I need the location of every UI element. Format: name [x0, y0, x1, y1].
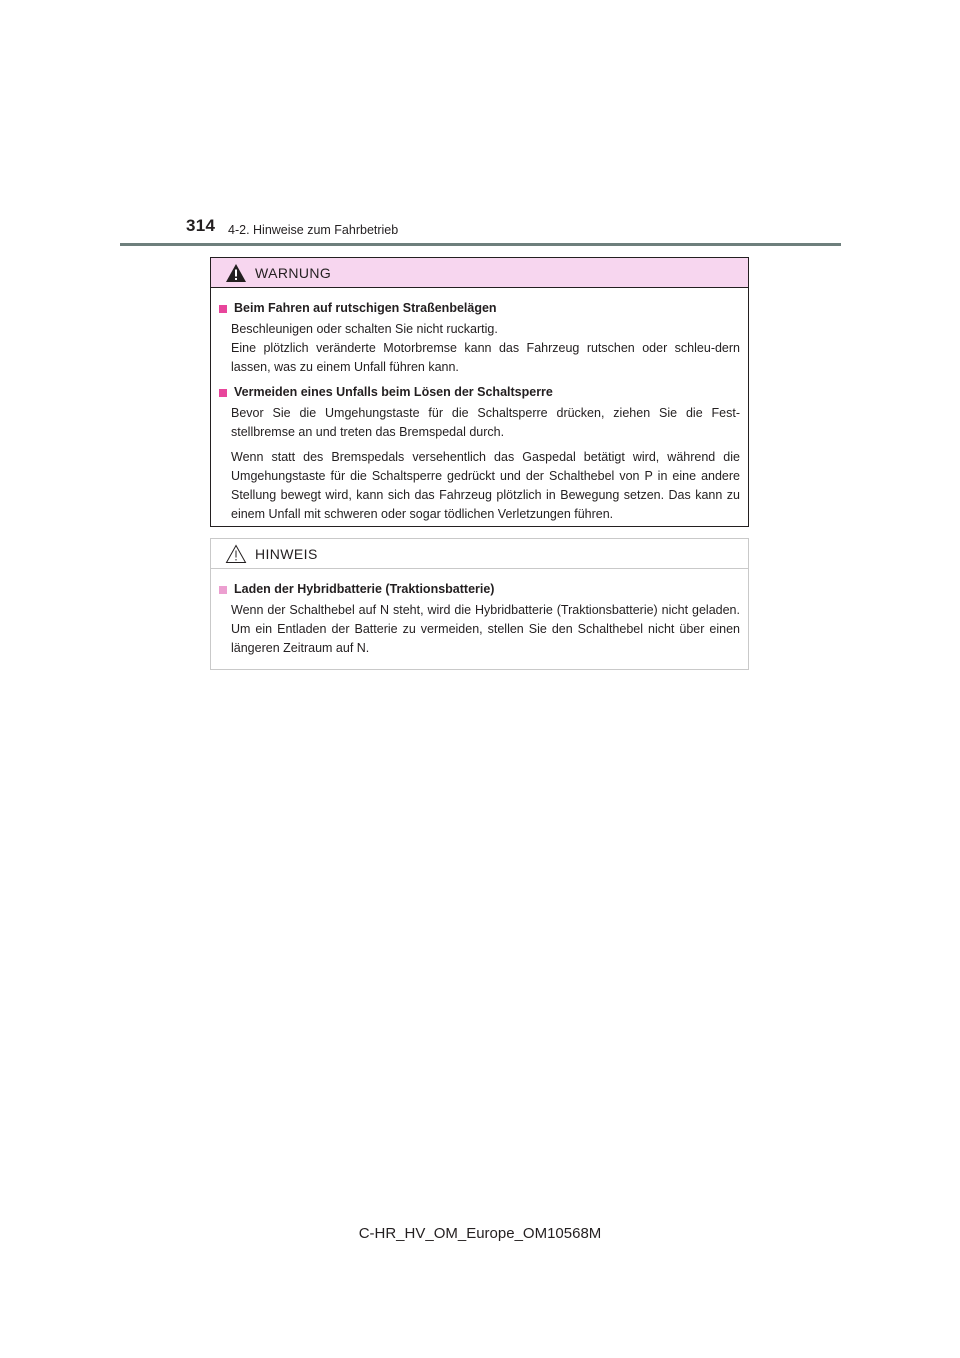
warning-item-heading: Vermeiden eines Unfalls beim Lösen der Schaltsperre — [219, 383, 740, 402]
warning-box — [210, 257, 749, 527]
warning-triangle-outline-icon — [225, 544, 247, 564]
warning-paragraph: Bevor Sie die Umgehungstaste für die Schaltsperre drücken, ziehen Sie die Fest-stellbremse an und treten das Bremspedal durch. — [231, 406, 740, 439]
warning-paragraph: Beschleunigen oder schalten Sie nicht ruckartig. Eine plötzlich veränderte Motorbremse kann das Fahrzeug rutschen oder schleu-dern lassen, was zu einem Unfall führen kann. — [231, 322, 740, 374]
header-rule — [120, 243, 841, 246]
warning-box-header — [211, 258, 748, 288]
warning-item-heading: Beim Fahren auf rutschigen Straßenbelägen — [219, 299, 740, 318]
hint-box-body — [211, 569, 748, 658]
hint-paragraph: Wenn der Schalthebel auf N steht, wird die Hybridbatterie (Traktionsbatterie) nicht geladen. Um ein Entladen der Batterie zu vermeiden, stellen Sie den Schalthebel nicht über einen längeren Zeitraum auf N. — [231, 603, 740, 655]
warning-paragraph: Wenn statt des Bremspedals versehentlich das Gaspedal betätigt wird, während die Umgehungstaste für die Schaltsperre gedrückt und der Schalthebel von P in eine andere Stellung bewegt wird, kann sich das Fahrzeug plötzlich in Bewegung setzen. Das kann zu einem Unfall mit schweren oder sogar tödlichen Verletzungen führen. — [231, 450, 740, 521]
hint-label: HINWEIS — [255, 545, 318, 562]
square-bullet-icon — [219, 586, 227, 594]
page-number: 314 — [186, 216, 216, 235]
document-code: C-HR_HV_OM_Europe_OM10568M — [358, 1225, 602, 1242]
warning-label: WARNUNG — [255, 264, 332, 281]
square-bullet-icon — [219, 389, 227, 397]
square-bullet-icon — [219, 305, 227, 313]
hint-box-header — [211, 539, 748, 569]
hint-box — [210, 538, 749, 670]
warning-box-body — [211, 288, 748, 524]
hint-item-heading: Laden der Hybridbatterie (Traktionsbatterie) — [219, 580, 740, 599]
section-title: 4-2. Hinweise zum Fahrbetrieb — [228, 223, 399, 237]
warning-triangle-filled-icon — [225, 263, 247, 283]
